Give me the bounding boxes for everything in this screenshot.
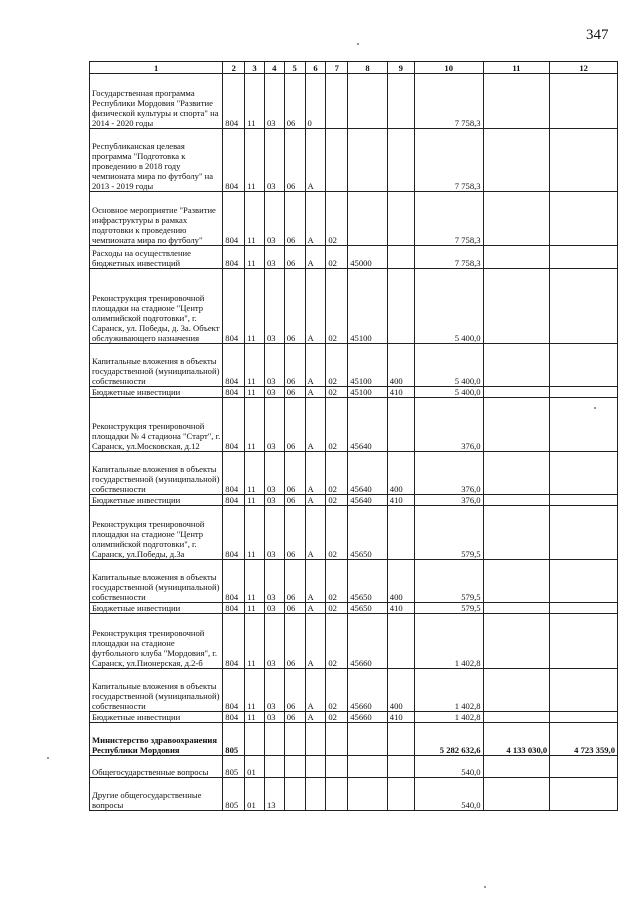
code-cell: А [305, 603, 326, 614]
code-cell [387, 723, 414, 756]
table-row [90, 452, 618, 495]
code-cell: 02 [326, 603, 348, 614]
code-cell: 03 [264, 603, 284, 614]
code-cell: 06 [284, 560, 305, 603]
code-cell [387, 129, 414, 192]
amount-cell [483, 756, 550, 778]
row-name-cell: Реконструкция тренировочной площадки на стадионе "Центр олимпийской подготовки", г. Саранск, ул. Победы, д. 3а. Объект обслуживающего назначения [90, 269, 223, 344]
code-cell: А [305, 452, 326, 495]
table-row [90, 756, 618, 778]
amount-cell [483, 712, 550, 723]
amount-cell [483, 495, 550, 506]
code-cell: 804 [223, 246, 245, 269]
code-cell: 804 [223, 387, 245, 398]
table-row [90, 560, 618, 603]
code-cell [326, 723, 348, 756]
scan-speck [357, 43, 359, 45]
amount-cell: 540,0 [414, 778, 483, 811]
code-cell: 03 [264, 506, 284, 560]
code-cell: 13 [264, 778, 284, 811]
amount-cell: 1 402,8 [414, 614, 483, 669]
code-cell: 06 [284, 129, 305, 192]
code-cell: 06 [284, 192, 305, 246]
code-cell: 01 [245, 756, 265, 778]
table-row [90, 129, 618, 192]
row-name-cell: Министерство здравоохранения Республики Мордовия [90, 723, 223, 756]
amount-cell [550, 192, 618, 246]
code-cell: 410 [387, 495, 414, 506]
code-cell: 11 [245, 344, 265, 387]
code-cell [348, 129, 388, 192]
column-header: 7 [326, 62, 348, 74]
code-cell: 804 [223, 614, 245, 669]
row-name-cell: Капитальные вложения в объекты государственной (муниципальной) собственности [90, 344, 223, 387]
code-cell: 02 [326, 495, 348, 506]
code-cell: А [305, 614, 326, 669]
code-cell: 804 [223, 452, 245, 495]
code-cell [326, 778, 348, 811]
code-cell: 804 [223, 560, 245, 603]
amount-cell [550, 74, 618, 129]
code-cell: 06 [284, 387, 305, 398]
code-cell: 06 [284, 506, 305, 560]
budget-table [89, 61, 618, 811]
code-cell: 06 [284, 246, 305, 269]
amount-cell: 1 402,8 [414, 669, 483, 712]
column-header: 11 [483, 62, 550, 74]
code-cell: 06 [284, 669, 305, 712]
amount-cell [550, 129, 618, 192]
code-cell: 0 [305, 74, 326, 129]
code-cell: 03 [264, 344, 284, 387]
table-row [90, 387, 618, 398]
code-cell: А [305, 712, 326, 723]
amount-cell [550, 756, 618, 778]
amount-cell [550, 495, 618, 506]
code-cell [305, 723, 326, 756]
code-cell: 06 [284, 614, 305, 669]
code-cell [387, 192, 414, 246]
code-cell [387, 778, 414, 811]
code-cell: 11 [245, 269, 265, 344]
table-body [90, 74, 618, 811]
amount-cell: 5 400,0 [414, 269, 483, 344]
row-name-cell: Бюджетные инвестиции [90, 495, 223, 506]
code-cell: 410 [387, 603, 414, 614]
code-cell: 11 [245, 192, 265, 246]
code-cell: А [305, 269, 326, 344]
amount-cell [483, 74, 550, 129]
code-cell [305, 756, 326, 778]
code-cell [284, 778, 305, 811]
code-cell: А [305, 398, 326, 452]
amount-cell: 540,0 [414, 756, 483, 778]
amount-cell [483, 192, 550, 246]
code-cell: 11 [245, 398, 265, 452]
column-header: 1 [90, 62, 223, 74]
code-cell [387, 506, 414, 560]
amount-cell: 5 400,0 [414, 387, 483, 398]
code-cell: 03 [264, 269, 284, 344]
amount-cell [483, 778, 550, 811]
amount-cell [550, 387, 618, 398]
amount-cell [483, 269, 550, 344]
code-cell: 02 [326, 344, 348, 387]
code-cell [264, 756, 284, 778]
code-cell: 11 [245, 387, 265, 398]
code-cell: 805 [223, 756, 245, 778]
scan-speck [484, 886, 486, 888]
amount-cell [483, 603, 550, 614]
amount-cell: 376,0 [414, 398, 483, 452]
code-cell: 410 [387, 387, 414, 398]
code-cell: 11 [245, 560, 265, 603]
code-cell: 06 [284, 452, 305, 495]
code-cell: 11 [245, 246, 265, 269]
code-cell: А [305, 129, 326, 192]
amount-cell: 579,5 [414, 506, 483, 560]
code-cell: 804 [223, 269, 245, 344]
code-cell: 03 [264, 192, 284, 246]
code-cell: 02 [326, 712, 348, 723]
code-cell: 06 [284, 603, 305, 614]
code-cell: 02 [326, 387, 348, 398]
code-cell: 02 [326, 669, 348, 712]
code-cell [387, 614, 414, 669]
amount-cell [550, 398, 618, 452]
code-cell: 02 [326, 246, 348, 269]
amount-cell: 4 723 359,0 [550, 723, 618, 756]
scan-speck [47, 757, 49, 759]
code-cell: 45650 [348, 560, 388, 603]
column-header: 12 [550, 62, 618, 74]
code-cell [387, 269, 414, 344]
amount-cell: 7 758,3 [414, 74, 483, 129]
table-row [90, 778, 618, 811]
code-cell: 11 [245, 669, 265, 712]
code-cell: 01 [245, 778, 265, 811]
amount-cell [483, 129, 550, 192]
amount-cell [483, 387, 550, 398]
code-cell: 804 [223, 712, 245, 723]
code-cell: 11 [245, 712, 265, 723]
table-row [90, 74, 618, 129]
amount-cell: 5 282 632,6 [414, 723, 483, 756]
code-cell: 804 [223, 495, 245, 506]
code-cell: 06 [284, 495, 305, 506]
code-cell: 804 [223, 603, 245, 614]
amount-cell [550, 614, 618, 669]
code-cell: 45640 [348, 452, 388, 495]
code-cell: 02 [326, 614, 348, 669]
amount-cell [550, 452, 618, 495]
code-cell: 03 [264, 712, 284, 723]
code-cell: 03 [264, 452, 284, 495]
column-header: 5 [284, 62, 305, 74]
table-row [90, 506, 618, 560]
amount-cell: 376,0 [414, 452, 483, 495]
code-cell: 02 [326, 192, 348, 246]
row-name-cell: Капитальные вложения в объекты государственной (муниципальной) собственности [90, 560, 223, 603]
code-cell: 11 [245, 74, 265, 129]
code-cell: А [305, 387, 326, 398]
code-cell: 400 [387, 560, 414, 603]
table-row [90, 344, 618, 387]
row-name-cell: Реконструкция тренировочной площадки на стадионе "Центр олимпийской подготовки", г. Саранск, ул.Победы, д.3а [90, 506, 223, 560]
code-cell: 11 [245, 614, 265, 669]
amount-cell [483, 560, 550, 603]
code-cell: 06 [284, 398, 305, 452]
code-cell: 11 [245, 452, 265, 495]
amount-cell [550, 669, 618, 712]
code-cell: 02 [326, 398, 348, 452]
code-cell: 45650 [348, 603, 388, 614]
code-cell [348, 192, 388, 246]
code-cell: 03 [264, 129, 284, 192]
code-cell: 02 [326, 269, 348, 344]
code-cell: 804 [223, 398, 245, 452]
code-cell [326, 129, 348, 192]
amount-cell: 5 400,0 [414, 344, 483, 387]
table-row [90, 495, 618, 506]
code-cell [387, 246, 414, 269]
row-name-cell: Расходы на осуществление бюджетных инвестиций [90, 246, 223, 269]
code-cell: 804 [223, 344, 245, 387]
code-cell: 400 [387, 344, 414, 387]
code-cell: 804 [223, 74, 245, 129]
amount-cell [483, 506, 550, 560]
row-name-cell: Республиканская целевая программа "Подготовка к проведению в 2018 году чемпионата мира по футболу" на 2013 - 2019 годы [90, 129, 223, 192]
amount-cell: 7 758,3 [414, 192, 483, 246]
table-row [90, 398, 618, 452]
code-cell: 02 [326, 452, 348, 495]
table-row [90, 269, 618, 344]
table-row [90, 712, 618, 723]
code-cell: 45640 [348, 398, 388, 452]
page-number: 347 [586, 27, 609, 43]
amount-cell [550, 603, 618, 614]
code-cell: 45000 [348, 246, 388, 269]
code-cell: 03 [264, 669, 284, 712]
code-cell [326, 756, 348, 778]
code-cell: 804 [223, 129, 245, 192]
code-cell: 805 [223, 723, 245, 756]
code-cell: 45100 [348, 387, 388, 398]
header-row [90, 62, 618, 74]
code-cell [387, 74, 414, 129]
amount-cell: 1 402,8 [414, 712, 483, 723]
column-header: 2 [223, 62, 245, 74]
code-cell: А [305, 495, 326, 506]
code-cell: 45640 [348, 495, 388, 506]
code-cell: 06 [284, 344, 305, 387]
row-name-cell: Основное мероприятие "Развитие инфраструктуры в рамках подготовки к проведению чемпионата мира по футболу" [90, 192, 223, 246]
amount-cell: 4 133 030,0 [483, 723, 550, 756]
amount-cell [483, 614, 550, 669]
code-cell [305, 778, 326, 811]
code-cell: А [305, 192, 326, 246]
amount-cell [550, 344, 618, 387]
amount-cell: 376,0 [414, 495, 483, 506]
amount-cell [483, 398, 550, 452]
code-cell: 45660 [348, 669, 388, 712]
column-header: 4 [264, 62, 284, 74]
code-cell: 410 [387, 712, 414, 723]
code-cell: 03 [264, 246, 284, 269]
code-cell: 805 [223, 778, 245, 811]
code-cell: 06 [284, 712, 305, 723]
row-name-cell: Общегосударственные вопросы [90, 756, 223, 778]
amount-cell [483, 669, 550, 712]
code-cell: 804 [223, 669, 245, 712]
row-name-cell: Реконструкция тренировочной площадки № 4 стадиона "Старт", г. Саранск, ул.Московская, д.12 [90, 398, 223, 452]
code-cell [348, 778, 388, 811]
code-cell: А [305, 669, 326, 712]
code-cell [326, 74, 348, 129]
column-header: 8 [348, 62, 388, 74]
amount-cell [483, 452, 550, 495]
row-name-cell: Бюджетные инвестиции [90, 387, 223, 398]
column-header: 3 [245, 62, 265, 74]
code-cell: 45650 [348, 506, 388, 560]
code-cell: 11 [245, 495, 265, 506]
code-cell: 45660 [348, 614, 388, 669]
row-name-cell: Другие общегосударственные вопросы [90, 778, 223, 811]
code-cell [284, 756, 305, 778]
code-cell: А [305, 560, 326, 603]
amount-cell: 7 758,3 [414, 246, 483, 269]
row-name-cell: Реконструкция тренировочной площадки на стадионе футбольного клуба "Мордовия", г. Саранск, ул.Пионерская, д.2-б [90, 614, 223, 669]
code-cell: 804 [223, 506, 245, 560]
code-cell [264, 723, 284, 756]
code-cell: 11 [245, 129, 265, 192]
column-header: 10 [414, 62, 483, 74]
table-row [90, 723, 618, 756]
amount-cell [550, 778, 618, 811]
code-cell: 03 [264, 398, 284, 452]
code-cell: 06 [284, 74, 305, 129]
column-header: 6 [305, 62, 326, 74]
amount-cell: 579,5 [414, 603, 483, 614]
amount-cell: 7 758,3 [414, 129, 483, 192]
code-cell: 03 [264, 614, 284, 669]
code-cell [284, 723, 305, 756]
row-name-cell: Капитальные вложения в объекты государственной (муниципальной) собственности [90, 452, 223, 495]
amount-cell [550, 560, 618, 603]
table-row [90, 669, 618, 712]
row-name-cell: Бюджетные инвестиции [90, 603, 223, 614]
code-cell: А [305, 344, 326, 387]
code-cell [348, 74, 388, 129]
amount-cell [550, 246, 618, 269]
code-cell: А [305, 246, 326, 269]
code-cell: 03 [264, 387, 284, 398]
code-cell: 804 [223, 192, 245, 246]
table-row [90, 614, 618, 669]
code-cell [387, 398, 414, 452]
code-cell [348, 756, 388, 778]
code-cell: 03 [264, 560, 284, 603]
amount-cell [550, 506, 618, 560]
amount-cell [550, 712, 618, 723]
code-cell: 02 [326, 560, 348, 603]
table-row [90, 603, 618, 614]
code-cell: 03 [264, 495, 284, 506]
amount-cell: 579,5 [414, 560, 483, 603]
table-row [90, 246, 618, 269]
code-cell: 45100 [348, 269, 388, 344]
code-cell: 11 [245, 603, 265, 614]
code-cell: 06 [284, 269, 305, 344]
code-cell: 11 [245, 506, 265, 560]
table-row [90, 192, 618, 246]
code-cell [245, 723, 265, 756]
code-cell: 400 [387, 452, 414, 495]
column-header: 9 [387, 62, 414, 74]
scan-speck [594, 407, 596, 409]
code-cell: 45100 [348, 344, 388, 387]
code-cell: 02 [326, 506, 348, 560]
amount-cell [483, 246, 550, 269]
row-name-cell: Бюджетные инвестиции [90, 712, 223, 723]
code-cell: А [305, 506, 326, 560]
code-cell [387, 756, 414, 778]
code-cell: 400 [387, 669, 414, 712]
code-cell [348, 723, 388, 756]
row-name-cell: Капитальные вложения в объекты государственной (муниципальной) собственности [90, 669, 223, 712]
code-cell: 03 [264, 74, 284, 129]
amount-cell [550, 269, 618, 344]
code-cell: 45660 [348, 712, 388, 723]
row-name-cell: Государственная программа Республики Мордовия "Развитие физической культуры и спорта" на 2014 - 2020 годы [90, 74, 223, 129]
amount-cell [483, 344, 550, 387]
